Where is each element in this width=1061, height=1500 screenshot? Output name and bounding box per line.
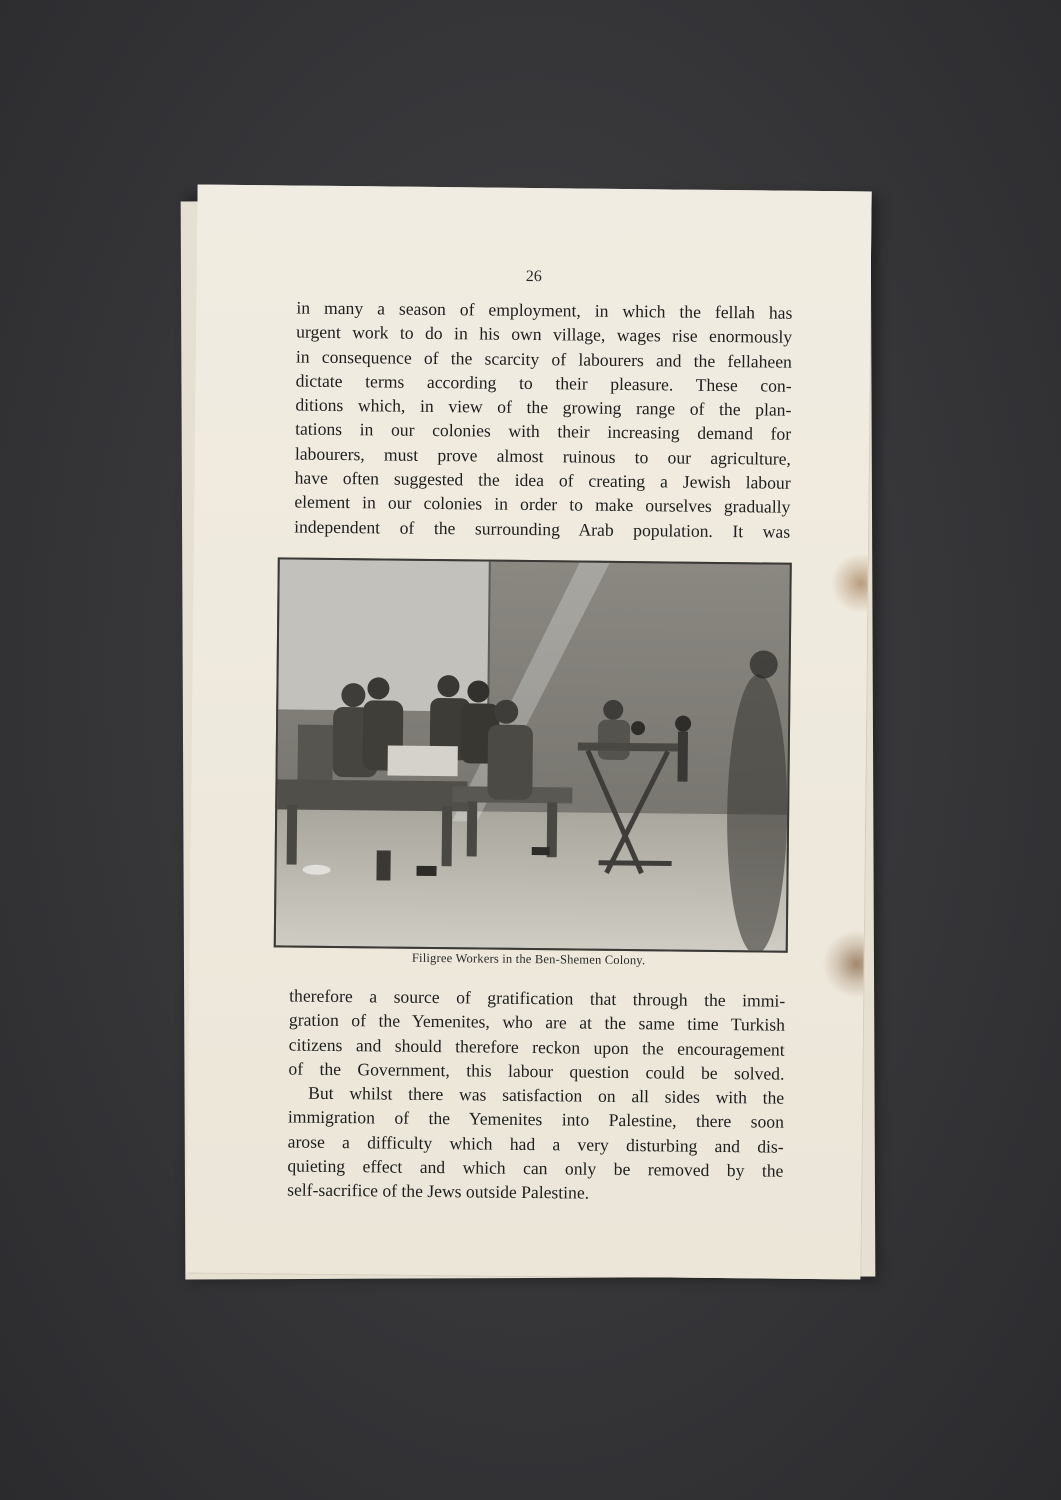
text-line: element in our colonies in order to make ourselves gradually bbox=[294, 491, 791, 518]
text-line: self-sacrifice of the Jews outside Palestine. bbox=[287, 1179, 590, 1204]
text-line: ditions which, in view of the growing range of the plan- bbox=[295, 394, 792, 420]
text-line: dictate terms according to their pleasure. These con- bbox=[295, 370, 792, 396]
text-line: therefore a source of gratification that through the immi- bbox=[289, 985, 786, 1011]
photo-caption: Filigree Workers in the Ben-Shemen Colony. bbox=[411, 950, 646, 968]
text-line: have often suggested the idea of creating a Jewish labour bbox=[294, 467, 791, 493]
document-page bbox=[186, 185, 871, 1280]
text-line: urgent work to do in his own village, wages rise enormously bbox=[296, 321, 793, 348]
text-line: arose a difficulty which had a very disturbing and dis- bbox=[287, 1131, 784, 1157]
text-line: independent of the surrounding Arab population. It was bbox=[294, 516, 791, 542]
text-line: of the Government, this labour question could be solved. bbox=[288, 1058, 785, 1084]
text-line: in consequence of the scarcity of labourers and the fellaheen bbox=[295, 346, 793, 372]
text-line: gration of the Yemenites, who are at the same time Turkish bbox=[288, 1009, 786, 1035]
text-line: immigration of the Yemenites into Palestine, there soon bbox=[287, 1106, 785, 1133]
text-line: But whilst there was satisfaction on all sides with the bbox=[308, 1082, 785, 1108]
text-line: labourers, must prove almost ruinous to our agriculture, bbox=[294, 443, 791, 469]
photograph-filigree-workers bbox=[274, 557, 792, 952]
text-line: tations in our colonies with their increasing demand for bbox=[295, 419, 792, 445]
page-number: 26 bbox=[525, 267, 542, 286]
paragraph-top bbox=[294, 296, 793, 544]
text-line: quieting effect and which can only be removed by the bbox=[287, 1155, 784, 1181]
paragraph-bottom bbox=[287, 984, 785, 1208]
text-line: in many a season of employment, in which the fellah has bbox=[296, 297, 793, 323]
text-line: citizens and should therefore reckon upon the encouragement bbox=[288, 1034, 785, 1060]
